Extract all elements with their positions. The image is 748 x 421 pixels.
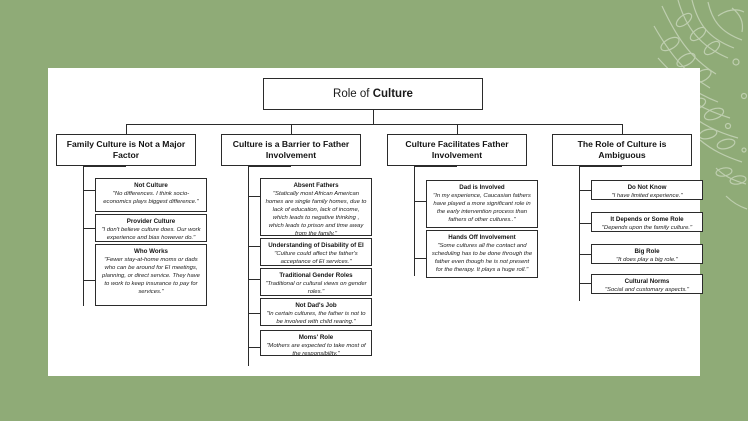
leaf-1-2 xyxy=(260,268,372,296)
leaf-1-3 xyxy=(260,298,372,326)
connector-leaf-3-0 xyxy=(579,190,591,191)
leaf-1-4-quote: "Mothers are expected to take most of the responsibility." xyxy=(266,343,366,357)
leaf-0-2-title: Who Works xyxy=(134,248,168,255)
connector-leaf-3-2 xyxy=(579,254,591,255)
node-category-2 xyxy=(387,134,527,166)
leaf-1-2-title: Traditional Gender Roles xyxy=(279,272,353,279)
leaf-0-1-quote: "I don't believe culture does. Our work experience and bias however do." xyxy=(101,227,201,241)
connector-leaf-0-1 xyxy=(83,228,95,229)
connector-leaf-1-0 xyxy=(248,196,260,197)
connector-to-cat-1 xyxy=(291,124,292,134)
leaf-2-1-quote: "Some cultures all the contact and scheduling has to be done through the father even though he is not present for the therapy. It plays a huge roll." xyxy=(431,243,533,273)
leaf-1-1-title: Understanding of Disability of EI xyxy=(268,242,364,249)
leaf-3-0-quote: "I have limited experience." xyxy=(611,193,683,200)
leaf-3-3 xyxy=(591,274,703,294)
connector-leaf-1-2 xyxy=(248,279,260,280)
leaf-3-3-title: Cultural Norms xyxy=(624,278,670,285)
leaf-3-1-quote: "Depends upon the family culture." xyxy=(601,225,693,232)
connector-cat-2-stem xyxy=(414,166,457,167)
leaf-3-1 xyxy=(591,212,703,232)
leaf-1-4 xyxy=(260,330,372,356)
connector-cat-0-spine xyxy=(83,166,84,306)
connector-leaf-3-1 xyxy=(579,223,591,224)
category-3-label: The Role of Culture is Ambiguous xyxy=(577,139,667,160)
node-category-1 xyxy=(221,134,361,166)
category-0-label: Family Culture is Not a Major Factor xyxy=(66,139,186,160)
leaf-0-2-quote: "Fewer stay-at-home moms or dads who can be around for EI meetings, planning, or direct service. They have to work to keep insurance to pay for services." xyxy=(102,257,200,295)
leaf-3-0-title: Do Not Know xyxy=(627,184,667,191)
leaf-1-2-quote: "Traditional or cultural views on gender roles." xyxy=(265,281,367,295)
leaf-1-0 xyxy=(260,178,372,236)
leaf-1-3-title: Not Dad's Job xyxy=(295,302,337,309)
connector-leaf-0-0 xyxy=(83,190,95,191)
connector-leaf-2-0 xyxy=(414,201,426,202)
leaf-2-0-quote: "In my experience, Caucasian fathers have played a more significant role in the early intervention process than fathers of other cultures.." xyxy=(433,193,531,223)
leaf-0-0 xyxy=(95,178,207,212)
root-label: Role of Culture xyxy=(333,87,413,100)
leaf-3-2-title: Big Role xyxy=(634,248,660,255)
diagram-canvas xyxy=(48,68,700,376)
node-category-3 xyxy=(552,134,692,166)
connector-root-down xyxy=(373,110,374,124)
connector-cat-1-stem xyxy=(248,166,291,167)
connector-leaf-2-1 xyxy=(414,258,426,259)
category-1-label: Culture is a Barrier to Father Involvement xyxy=(232,139,350,160)
leaf-2-0 xyxy=(426,180,538,228)
leaf-0-1-title: Provider Culture xyxy=(126,218,176,225)
node-root xyxy=(263,78,483,110)
connector-cat-2-spine xyxy=(414,166,415,276)
leaf-0-0-title: Not Culture xyxy=(134,182,168,189)
connector-to-cat-0 xyxy=(126,124,127,134)
connector-to-cat-2 xyxy=(457,124,458,134)
connector-leaf-1-4 xyxy=(248,347,260,348)
connector-cat-0-stem xyxy=(83,166,126,167)
leaf-1-1 xyxy=(260,238,372,266)
leaf-3-0 xyxy=(591,180,703,200)
leaf-3-2-quote: "It does play a big role." xyxy=(616,257,678,264)
node-category-0 xyxy=(56,134,196,166)
connector-root-horizontal xyxy=(126,124,622,125)
connector-to-cat-3 xyxy=(622,124,623,134)
leaf-3-2 xyxy=(591,244,703,264)
connector-cat-3-stem xyxy=(579,166,622,167)
leaf-3-3-quote: "Social and customary aspects." xyxy=(604,287,690,294)
connector-leaf-1-1 xyxy=(248,246,260,247)
leaf-1-0-title: Absent Fathers xyxy=(293,182,339,189)
leaf-1-0-quote: "Statically most African American homes are single family homes, due to lack of education, lack of income, which leads to negative thinking , which leads to prison and time away from the family." xyxy=(265,191,367,237)
leaf-0-2 xyxy=(95,244,207,306)
category-2-label: Culture Facilitates Father Involvement xyxy=(405,139,509,160)
leaf-2-1-title: Hands Off Involvement xyxy=(448,234,516,241)
connector-leaf-0-2 xyxy=(83,280,95,281)
leaf-2-1 xyxy=(426,230,538,278)
leaf-0-1 xyxy=(95,214,207,242)
leaf-1-4-title: Moms' Role xyxy=(298,334,334,341)
leaf-3-1-title: It Depends or Some Role xyxy=(610,216,684,223)
leaf-2-0-title: Dad is Involved xyxy=(459,184,505,191)
connector-cat-3-spine xyxy=(579,166,580,301)
connector-leaf-1-3 xyxy=(248,313,260,314)
leaf-1-3-quote: "In certain cultures, the father is not to be involved with child rearing." xyxy=(266,311,366,325)
connector-leaf-3-3 xyxy=(579,283,591,284)
leaf-0-0-quote: "No differences. I think socio-economics plays biggest difference." xyxy=(103,191,199,205)
leaf-1-1-quote: "Culture could affect the father's acceptance of EI services." xyxy=(274,251,358,265)
